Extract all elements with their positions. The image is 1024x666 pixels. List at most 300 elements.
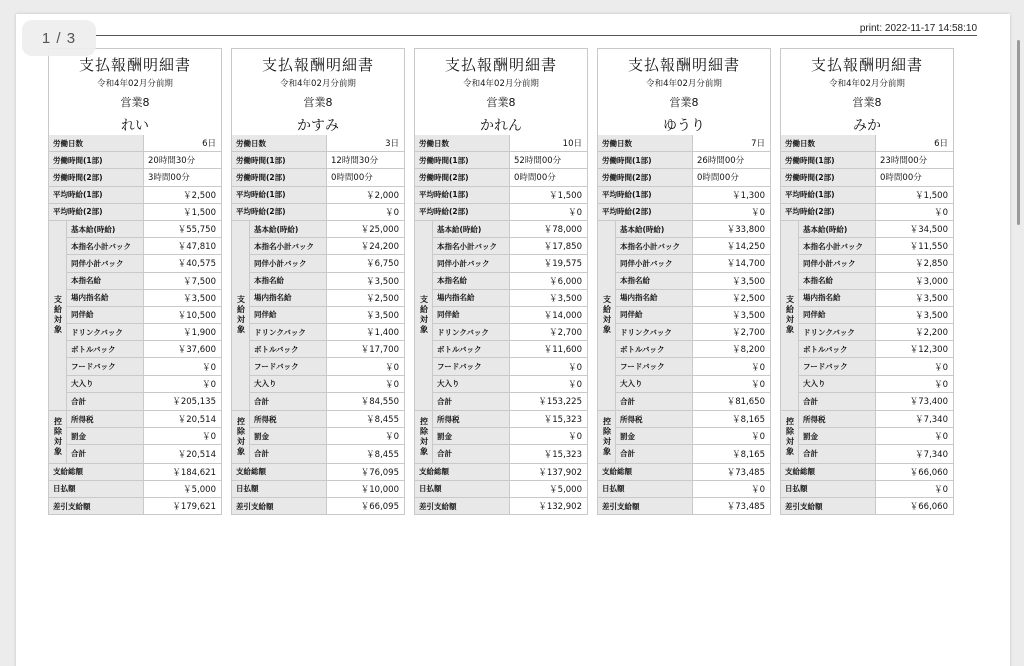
row-label: ボトルバック [67, 341, 144, 357]
row-label: 労働時間(2部) [415, 169, 510, 185]
row-value: ￥33,800 [726, 225, 765, 236]
table-row [67, 428, 221, 445]
row-label: 所得税 [250, 411, 327, 427]
payslip-department: 営業8 [303, 96, 333, 109]
row-label: 所得税 [799, 411, 876, 427]
table-row [415, 464, 587, 481]
row-value: 7日 [751, 139, 765, 150]
row-value: ￥3,500 [366, 310, 399, 321]
row-label: 基本給(時給) [799, 221, 876, 237]
table-row [433, 411, 587, 428]
row-value: ￥153,225 [538, 397, 582, 408]
row-value: ￥81,650 [726, 397, 765, 408]
row-label: 罰金 [433, 428, 510, 444]
row-label: 同伴給 [616, 307, 693, 323]
deduction-group-side-label [49, 411, 67, 463]
row-value: ￥3,500 [732, 310, 765, 321]
table-row [415, 204, 587, 221]
payslip-header [232, 49, 404, 135]
row-value: 0時間00分 [331, 173, 373, 184]
table-row [616, 358, 770, 375]
row-label: 同伴小計バック [250, 255, 327, 271]
table-row [616, 376, 770, 393]
table-row [67, 393, 221, 410]
row-value: ￥15,323 [543, 415, 582, 426]
row-value: ￥15,323 [543, 449, 582, 460]
row-value: 12時間30分 [331, 156, 379, 167]
row-label: 合計 [433, 445, 510, 462]
payment-group [781, 221, 953, 411]
payment-group [49, 221, 221, 411]
row-value: ￥8,165 [732, 415, 765, 426]
row-value: ￥47,810 [177, 242, 216, 253]
payslip-title: 支払報酬明細書 [261, 56, 374, 74]
row-label: 本指名小計バック [67, 238, 144, 254]
row-value: ￥0 [751, 432, 765, 443]
table-row [415, 187, 587, 204]
row-label: 労働日数 [232, 135, 327, 151]
row-label: 本指名小計バック [433, 238, 510, 254]
row-value: ￥0 [385, 207, 399, 218]
row-value: ￥179,621 [172, 502, 216, 513]
row-value: ￥0 [934, 484, 948, 495]
row-label: 平均時給(2部) [232, 204, 327, 220]
row-label: 場内指名給 [67, 290, 144, 306]
row-value: ￥7,500 [183, 276, 216, 287]
row-label: 本指名小計バック [616, 238, 693, 254]
table-row [616, 290, 770, 307]
table-row [781, 152, 953, 169]
row-label: 労働日数 [49, 135, 144, 151]
row-label: 差引支給額 [49, 498, 144, 514]
table-row [616, 221, 770, 238]
table-row [49, 464, 221, 481]
deduction-group [598, 411, 770, 464]
table-row [67, 307, 221, 324]
print-timestamp: print: 2022-11-17 14:58:10 [859, 23, 977, 34]
table-row [49, 187, 221, 204]
row-label: 本指名給 [433, 273, 510, 289]
row-value: ￥6,750 [366, 259, 399, 270]
row-value: ￥11,600 [543, 345, 582, 356]
table-row [799, 393, 953, 410]
row-value: ￥0 [568, 207, 582, 218]
table-row [598, 135, 770, 152]
row-value: ￥0 [751, 207, 765, 218]
payslip-header [415, 49, 587, 135]
payment-group-rows [799, 221, 953, 410]
row-value: ￥3,500 [183, 293, 216, 304]
deduction-group-side-label [781, 411, 799, 463]
table-row [433, 290, 587, 307]
row-label: 罰金 [67, 428, 144, 444]
row-label: 労働時間(2部) [781, 169, 876, 185]
row-value: ￥1,500 [915, 190, 948, 201]
table-row [799, 324, 953, 341]
row-label: 平均時給(1部) [49, 187, 144, 203]
row-value: ￥66,060 [909, 502, 948, 513]
table-row [250, 445, 404, 462]
table-row [598, 481, 770, 498]
row-label: 罰金 [616, 428, 693, 444]
payslip-period: 令和4年02月分前期 [97, 79, 173, 89]
table-row [799, 238, 953, 255]
row-label: フードバック [433, 358, 510, 374]
employee-name: ゆうり [663, 118, 705, 134]
row-value: ￥0 [751, 379, 765, 390]
group-label-text: 控除対象 [236, 416, 246, 457]
row-label: 同伴小計バック [799, 255, 876, 271]
row-label: 平均時給(2部) [415, 204, 510, 220]
row-label: 合計 [799, 445, 876, 462]
row-label: フードバック [799, 358, 876, 374]
table-row [232, 481, 404, 498]
table-row [799, 307, 953, 324]
row-label: 大入り [433, 376, 510, 392]
table-row [250, 376, 404, 393]
table-row [781, 498, 953, 515]
table-row [67, 273, 221, 290]
page-indicator[interactable]: 1 / 3 [22, 20, 96, 56]
table-row [232, 169, 404, 186]
row-value: ￥0 [934, 207, 948, 218]
table-row [415, 152, 587, 169]
table-row [616, 273, 770, 290]
row-label: ボトルバック [433, 341, 510, 357]
row-value: ￥34,500 [909, 225, 948, 236]
row-value: ￥5,000 [183, 484, 216, 495]
row-label: 本指名給 [799, 273, 876, 289]
payslip [780, 48, 954, 515]
table-row [616, 238, 770, 255]
payment-group-side-label [415, 221, 433, 410]
table-row [433, 255, 587, 272]
row-value: ￥14,250 [726, 242, 765, 253]
row-value: ￥17,700 [360, 345, 399, 356]
deduction-group-side-label [598, 411, 616, 463]
payslip-header [49, 49, 221, 135]
employee-name: みか [853, 118, 881, 134]
payment-group-rows [433, 221, 587, 410]
group-label-text: 控除対象 [53, 416, 63, 457]
table-row [433, 307, 587, 324]
table-row [616, 445, 770, 462]
row-label: 労働日数 [598, 135, 693, 151]
row-label: 平均時給(2部) [49, 204, 144, 220]
payslip-department: 営業8 [852, 96, 882, 109]
payslip [48, 48, 222, 515]
row-value: ￥2,700 [549, 328, 582, 339]
row-label: 合計 [616, 393, 693, 410]
row-value: ￥7,340 [915, 449, 948, 460]
row-value: 52時間00分 [514, 156, 562, 167]
row-value: ￥3,000 [915, 276, 948, 287]
table-row [250, 341, 404, 358]
table-row [781, 481, 953, 498]
row-label: ボトルバック [250, 341, 327, 357]
row-label: 合計 [250, 393, 327, 410]
table-row [49, 169, 221, 186]
table-row [433, 358, 587, 375]
row-value: ￥37,600 [177, 345, 216, 356]
row-label: 平均時給(1部) [598, 187, 693, 203]
row-value: ￥2,850 [915, 259, 948, 270]
row-label: 所得税 [67, 411, 144, 427]
table-row [67, 341, 221, 358]
table-row [616, 324, 770, 341]
table-row [49, 152, 221, 169]
table-row [250, 273, 404, 290]
row-label: 労働時間(1部) [598, 152, 693, 168]
row-value: ￥0 [202, 362, 216, 373]
deduction-group-rows [799, 411, 953, 463]
row-value: ￥205,135 [172, 397, 216, 408]
row-label: ドリンクバック [250, 324, 327, 340]
row-label: 同伴小計バック [433, 255, 510, 271]
row-label: 罰金 [250, 428, 327, 444]
table-row [781, 204, 953, 221]
row-label: 労働時間(1部) [49, 152, 144, 168]
row-label: ボトルバック [799, 341, 876, 357]
row-value: ￥1,400 [366, 328, 399, 339]
row-label: 大入り [67, 376, 144, 392]
payslip-period: 令和4年02月分前期 [646, 79, 722, 89]
table-row [67, 290, 221, 307]
table-row [433, 238, 587, 255]
employee-name: かすみ [297, 118, 339, 134]
row-label: 労働時間(1部) [415, 152, 510, 168]
row-value: ￥0 [202, 379, 216, 390]
row-label: 労働時間(2部) [49, 169, 144, 185]
table-row [250, 428, 404, 445]
payslip-department: 営業8 [120, 96, 150, 109]
row-label: 場内指名給 [433, 290, 510, 306]
table-row [433, 445, 587, 462]
payment-group-side-label [232, 221, 250, 410]
row-label: 平均時給(2部) [598, 204, 693, 220]
row-label: 合計 [799, 393, 876, 410]
row-value: ￥66,095 [360, 502, 399, 513]
payment-group-rows [250, 221, 404, 410]
table-row [67, 411, 221, 428]
payment-group [232, 221, 404, 411]
row-value: ￥0 [385, 379, 399, 390]
row-value: ￥76,095 [360, 467, 399, 478]
row-value: ￥2,000 [366, 190, 399, 201]
table-row [799, 445, 953, 462]
row-value: ￥66,060 [909, 467, 948, 478]
row-value: 3時間00分 [148, 173, 190, 184]
table-row [67, 238, 221, 255]
row-value: ￥73,400 [909, 397, 948, 408]
row-label: 支給総額 [781, 464, 876, 480]
group-label-text: 支給対象 [785, 295, 795, 336]
row-value: ￥3,500 [915, 310, 948, 321]
employee-name: かれん [480, 118, 522, 134]
row-value: ￥0 [568, 379, 582, 390]
table-row [799, 411, 953, 428]
row-value: 3日 [385, 139, 399, 150]
payslip [597, 48, 771, 515]
table-row [49, 481, 221, 498]
table-row [799, 290, 953, 307]
row-value: ￥0 [385, 362, 399, 373]
table-row [250, 324, 404, 341]
deduction-group-rows [616, 411, 770, 463]
row-label: 平均時給(1部) [781, 187, 876, 203]
table-row [433, 221, 587, 238]
row-label: 平均時給(1部) [232, 187, 327, 203]
row-value: ￥1,300 [732, 190, 765, 201]
table-row [781, 187, 953, 204]
deduction-group-rows [250, 411, 404, 463]
payslip-period: 令和4年02月分前期 [280, 79, 356, 89]
row-label: 基本給(時給) [67, 221, 144, 237]
row-label: 本指名小計バック [250, 238, 327, 254]
table-row [250, 411, 404, 428]
row-value: ￥0 [934, 432, 948, 443]
row-value: ￥6,000 [549, 276, 582, 287]
row-label: 本指名給 [67, 273, 144, 289]
payslip-title: 支払報酬明細書 [627, 56, 740, 74]
row-value: ￥8,165 [732, 449, 765, 460]
table-row [415, 135, 587, 152]
row-value: ￥2,700 [732, 328, 765, 339]
deduction-group-rows [67, 411, 221, 463]
row-value: ￥19,575 [543, 259, 582, 270]
row-value: ￥3,500 [366, 276, 399, 287]
row-value: ￥1,900 [183, 328, 216, 339]
table-row [598, 204, 770, 221]
payslip-title: 支払報酬明細書 [78, 56, 191, 74]
row-label: 本指名給 [616, 273, 693, 289]
row-label: 労働時間(1部) [781, 152, 876, 168]
row-value: ￥1,500 [549, 190, 582, 201]
row-value: ￥11,550 [909, 242, 948, 253]
row-label: 労働日数 [415, 135, 510, 151]
row-value: ￥14,000 [543, 310, 582, 321]
deduction-group-rows [433, 411, 587, 463]
table-row [250, 221, 404, 238]
row-value: ￥8,455 [366, 415, 399, 426]
payslip [414, 48, 588, 515]
group-label-text: 控除対象 [785, 416, 795, 457]
table-row [415, 481, 587, 498]
deduction-group [49, 411, 221, 464]
row-label: 同伴給 [433, 307, 510, 323]
deduction-group [232, 411, 404, 464]
table-row [250, 238, 404, 255]
vertical-scrollbar[interactable] [1017, 40, 1020, 225]
table-row [232, 498, 404, 515]
row-label: 同伴給 [250, 307, 327, 323]
payment-group-rows [616, 221, 770, 410]
row-label: 場内指名給 [250, 290, 327, 306]
row-label: 労働日数 [781, 135, 876, 151]
row-label: 基本給(時給) [250, 221, 327, 237]
row-value: ￥2,500 [732, 293, 765, 304]
row-value: 10日 [562, 139, 582, 150]
row-label: 労働時間(1部) [232, 152, 327, 168]
table-row [232, 187, 404, 204]
payment-group-side-label [598, 221, 616, 410]
group-label-text: 支給対象 [236, 295, 246, 336]
payslip-department: 営業8 [486, 96, 516, 109]
row-value: ￥10,500 [177, 310, 216, 321]
payslip-header [781, 49, 953, 135]
row-label: ボトルバック [616, 341, 693, 357]
row-label: 場内指名給 [799, 290, 876, 306]
employee-name: れい [121, 118, 149, 134]
deduction-group [415, 411, 587, 464]
table-row [67, 324, 221, 341]
row-value: ￥5,000 [549, 484, 582, 495]
row-value: 0時間00分 [697, 173, 739, 184]
row-label: 同伴給 [67, 307, 144, 323]
row-value: ￥0 [385, 432, 399, 443]
row-label: 罰金 [799, 428, 876, 444]
table-row [616, 393, 770, 410]
row-value: ￥25,000 [360, 225, 399, 236]
row-label: 大入り [616, 376, 693, 392]
table-row [250, 290, 404, 307]
row-label: 差引支給額 [781, 498, 876, 514]
row-label: 基本給(時給) [433, 221, 510, 237]
row-label: 合計 [433, 393, 510, 410]
row-label: ドリンクバック [433, 324, 510, 340]
payslip-period: 令和4年02月分前期 [829, 79, 905, 89]
table-row [67, 221, 221, 238]
table-row [67, 376, 221, 393]
table-row [799, 255, 953, 272]
row-value: ￥84,550 [360, 397, 399, 408]
row-value: ￥8,455 [366, 449, 399, 460]
row-value: ￥3,500 [915, 293, 948, 304]
row-value: ￥2,200 [915, 328, 948, 339]
row-value: ￥24,200 [360, 242, 399, 253]
row-value: ￥20,514 [177, 415, 216, 426]
row-value: ￥73,485 [726, 467, 765, 478]
row-value: ￥40,575 [177, 259, 216, 270]
row-label: 支給総額 [49, 464, 144, 480]
row-value: 6日 [934, 139, 948, 150]
row-value: ￥55,750 [177, 225, 216, 236]
deduction-group-side-label [415, 411, 433, 463]
row-value: ￥132,902 [538, 502, 582, 513]
row-value: ￥17,850 [543, 242, 582, 253]
row-value: ￥10,000 [360, 484, 399, 495]
row-value: ￥184,621 [172, 467, 216, 478]
row-value: ￥14,700 [726, 259, 765, 270]
table-row [433, 341, 587, 358]
table-row [598, 498, 770, 515]
row-label: 差引支給額 [598, 498, 693, 514]
row-label: 支給総額 [415, 464, 510, 480]
table-row [67, 358, 221, 375]
table-row [415, 498, 587, 515]
table-row [232, 204, 404, 221]
table-row [250, 358, 404, 375]
table-row [433, 376, 587, 393]
group-label-text: 控除対象 [419, 416, 429, 457]
row-label: 本指名小計バック [799, 238, 876, 254]
row-value: ￥12,300 [909, 345, 948, 356]
row-value: ￥0 [934, 379, 948, 390]
row-value: 23時間00分 [880, 156, 928, 167]
row-value: ￥2,500 [366, 293, 399, 304]
row-value: ￥20,514 [177, 449, 216, 460]
row-value: ￥3,500 [732, 276, 765, 287]
